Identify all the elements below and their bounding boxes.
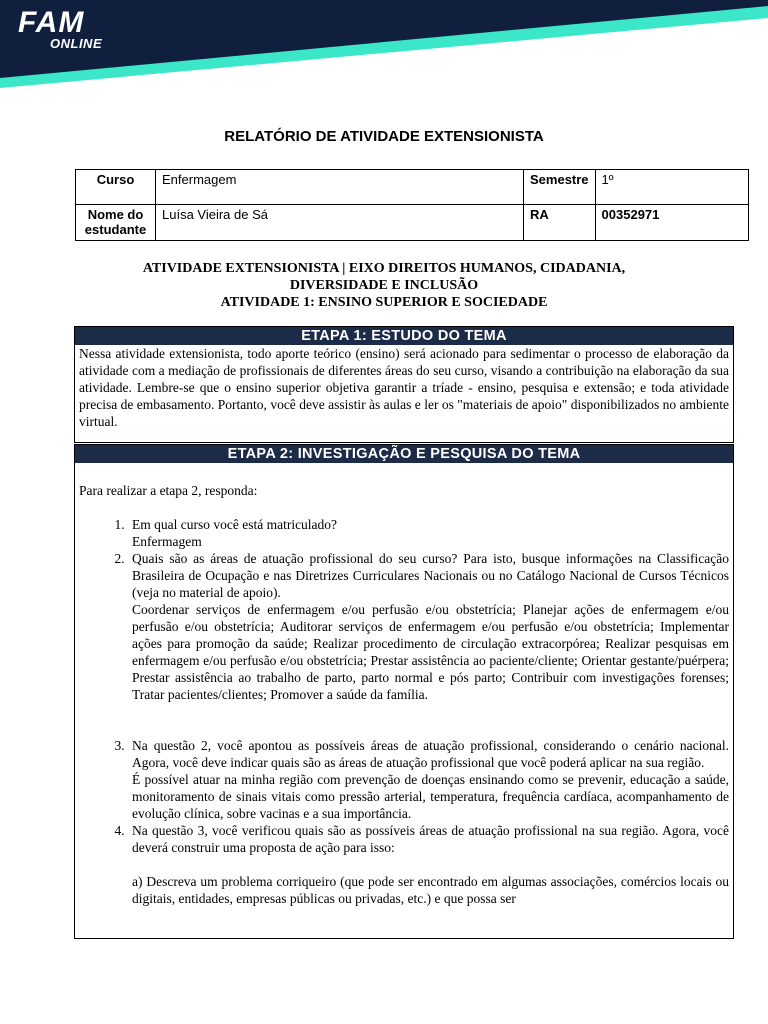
question-3: Na questão 2, você apontou as possíveis áreas de atuação profissional, considerando o cenário nacional. Agora, você deve indicar quais são as áreas de atuação profissional que você poderá aplicar na sua região.	[132, 738, 729, 770]
logo-main-text: FAM	[18, 6, 85, 39]
table-row	[76, 170, 749, 205]
header-banner	[0, 0, 768, 100]
question-2: Quais são as áreas de atuação profissional do seu curso? Para isto, busque informações na Classificação Brasileira de Ocupação e nas Diretrizes Curriculares Nacionais ou no Catálogo Nacional de Cursos Técnicos (veja no material de apoio).	[132, 551, 729, 600]
spacer	[132, 856, 729, 873]
student-info-table	[75, 169, 749, 241]
banner-shape	[0, 0, 768, 100]
list-item	[128, 550, 729, 737]
document-title: RELATÓRIO DE ATIVIDADE EXTENSIONISTA	[224, 128, 544, 145]
nome-label-line1: Nome do	[87, 207, 144, 222]
question-4: Na questão 3, você verificou quais são as possíveis áreas de atuação profissional na sua região. Agora, você deverá construir uma proposta de ação para isso:	[132, 823, 729, 855]
question-4a: a) Descreva um problema corriqueiro (que pode ser encontrado em algumas associações, comércios locais ou digitais, entidades, empresas públicas ou privadas, etc.) e que possa ser	[132, 874, 729, 906]
table-row	[76, 205, 749, 241]
answer-2: Coordenar serviços de enfermagem e/ou perfusão e/ou obstetrícia; Planejar ações de enfermagem e/ou perfusão e/ou obstetrícia; Auditorar serviços de enfermagem e/ou perfusão e/ou obstetrícia; Implementar ações para promoção da saúde; Realizar procedimento de circulação extracorpórea; Realizar pesquisas em enfermagem e/ou perfusão e/ou obstetrícia; Prestar assistência ao paciente/cliente; Orientar gestante/puérpera; Prestar assistência ao trabalho de parto, parto normal e pós parto; Contribuir com investigações forenses; Tratar pacientes/clientes; Promover a saúde da família.	[132, 602, 729, 702]
spacer	[132, 703, 729, 737]
activity-heading	[0, 260, 768, 311]
activity-line2: DIVERSIDADE E INCLUSÃO	[289, 278, 479, 293]
list-item	[128, 516, 729, 550]
list-item	[128, 822, 729, 907]
etapa2-intro: Para realizar a etapa 2, responda:	[79, 483, 258, 498]
ra-value: 00352971	[595, 205, 748, 241]
answer-1: Enfermagem	[132, 534, 202, 549]
etapa1-text: Nessa atividade extensionista, todo aporte teórico (ensino) será acionado para sedimentar o processo de elaboração da atividade com a mediação de profissionais de diferentes áreas do seu curso, visando a contribuição na elaboração da sua atividade. Lembre-se que o ensino superior objetiva garantir a tríade - ensino, pesquisa e extensão; e toda atividade precisa de embasamento. Portanto, você deve assistir às aulas e ler os "materiais de apoio" disponibilizados no ambiente virtual.	[79, 346, 729, 429]
answer-3: É possível atuar na minha região com prevenção de doenças ensinando como se prevenir, educação a saúde, monitoramento de sinais vitais como pressão arterial, temperatura, frequência cardíaca, acompanhamento de evolução clínica, sobre vacinas e a sua importância.	[132, 772, 729, 821]
curso-value: Enfermagem	[156, 170, 524, 205]
nome-label	[76, 205, 156, 241]
semestre-value: 1º	[595, 170, 748, 205]
etapa1-section	[74, 326, 734, 443]
logo-sub-text: ONLINE	[50, 36, 103, 51]
list-item	[128, 737, 729, 822]
activity-line1: ATIVIDADE EXTENSIONISTA | EIXO DIREITOS HUMANOS, CIDADANIA,	[142, 261, 626, 276]
etapa2-header: ETAPA 2: INVESTIGAÇÃO E PESQUISA DO TEMA	[75, 445, 733, 463]
curso-label: Curso	[76, 170, 156, 205]
nome-value: Luísa Vieira de Sá	[156, 205, 524, 241]
etapa2-content	[75, 482, 733, 907]
semestre-label: Semestre	[524, 170, 596, 205]
etapa1-header: ETAPA 1: ESTUDO DO TEMA	[75, 327, 733, 345]
question-1: Em qual curso você está matriculado?	[132, 517, 338, 532]
ra-label: RA	[524, 205, 596, 241]
nome-label-line2: estudante	[84, 222, 147, 237]
etapa2-section	[74, 444, 734, 939]
activity-line3: ATIVIDADE 1: ENSINO SUPERIOR E SOCIEDADE	[220, 295, 548, 310]
fam-online-logo	[18, 8, 102, 50]
question-list	[79, 516, 729, 907]
